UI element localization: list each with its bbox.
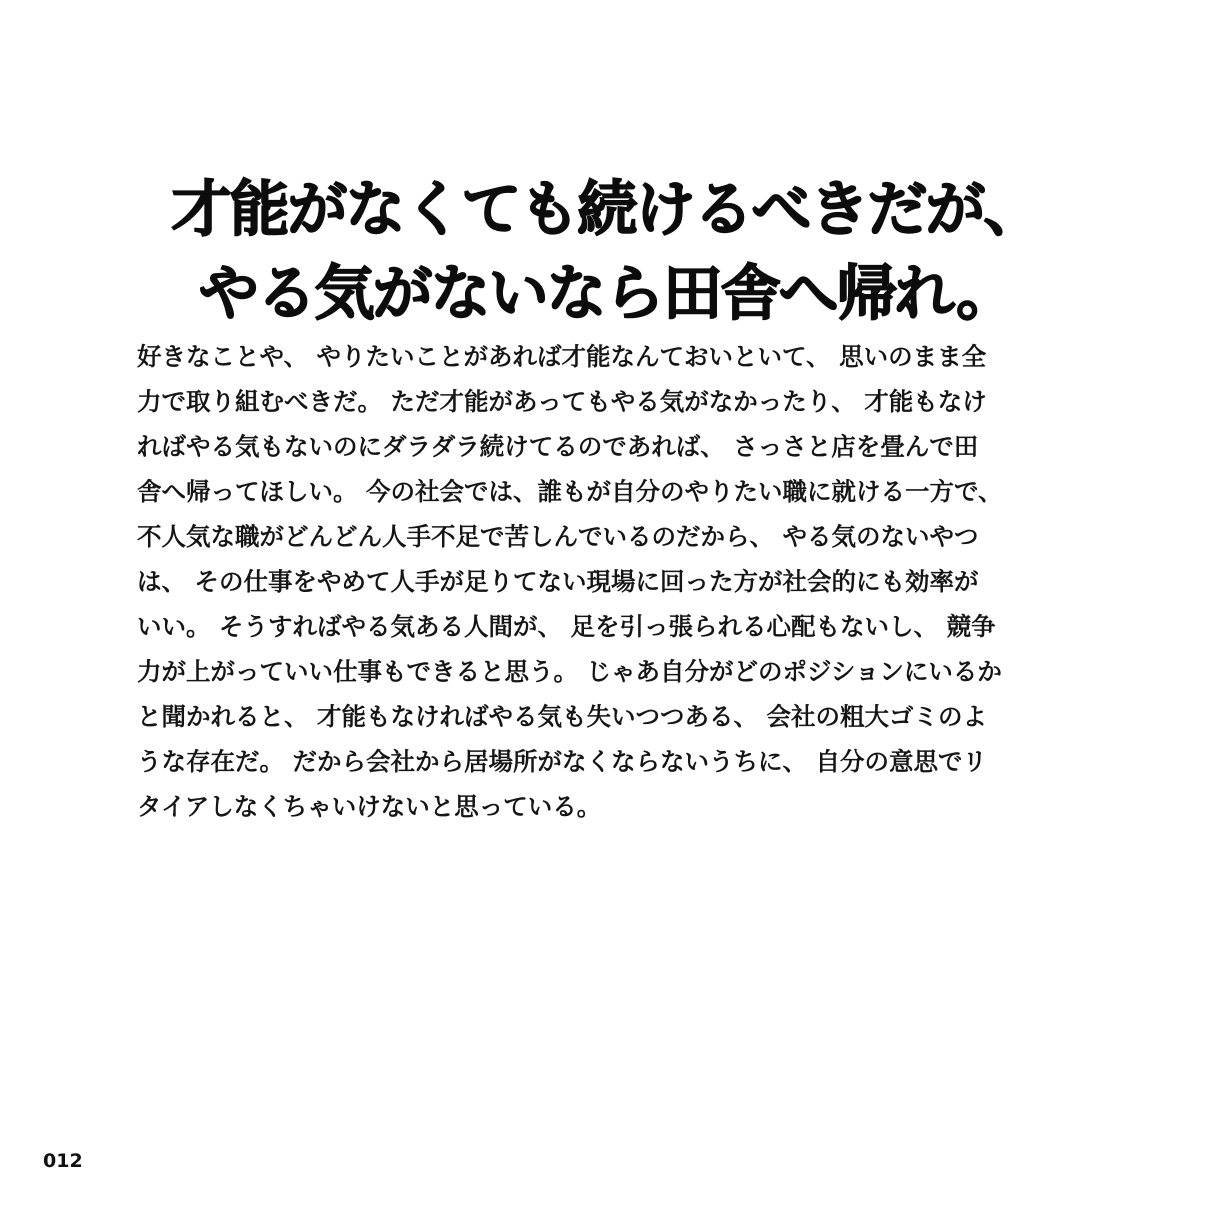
body-line-9: と聞かれると、 才能もなければやる気も失いつつある、 会社の粗大ゴミのよ	[137, 702, 988, 731]
body-line-7: いい。 そうすればやる気ある人間が、 足を引っ張られる心配もないし、 競争	[137, 612, 996, 641]
body-line-10: うな存在だ。 だから会社から居場所がなくならないうちに、 自分の意思でリ	[137, 747, 988, 776]
body-line-5: 不人気な職がどんどん人手不足で苦しんでいるのだから、 やる気のないやつ	[137, 522, 979, 551]
body-line-11: タイアしなくちゃいけないと思っている。	[137, 792, 602, 821]
body-line-2: 力で取り組むべきだ。 ただ才能があってもやる気がなかったり、 才能もなけ	[137, 387, 987, 416]
headline-line-2: やる気がないなら田舎へ帰れ。	[198, 259, 1015, 329]
headline-line-1: 才能がなくても続けるべきだが、	[171, 175, 1042, 245]
body-line-3: ればやる気もないのにダラダラ続けてるのであれば、 さっさと店を畳んで田	[137, 432, 979, 461]
body-line-8: 力が上がっていい仕事もできると思う。 じゃあ自分がどのポジションにいるか	[137, 657, 1002, 686]
page-number: 012	[43, 1150, 83, 1172]
body-line-6: は、 その仕事をやめて人手が足りてない現場に回った方が社会的にも効率が	[137, 567, 979, 596]
body-line-4: 舎へ帰ってほしい。 今の社会では、誰もが自分のやりたい職に就ける一方で、	[137, 477, 1003, 506]
headline	[0, 168, 1213, 336]
body-line-1: 好きなことや、 やりたいことがあれば才能なんておいといて、 思いのまま全	[137, 342, 987, 371]
body-text	[137, 334, 1017, 829]
